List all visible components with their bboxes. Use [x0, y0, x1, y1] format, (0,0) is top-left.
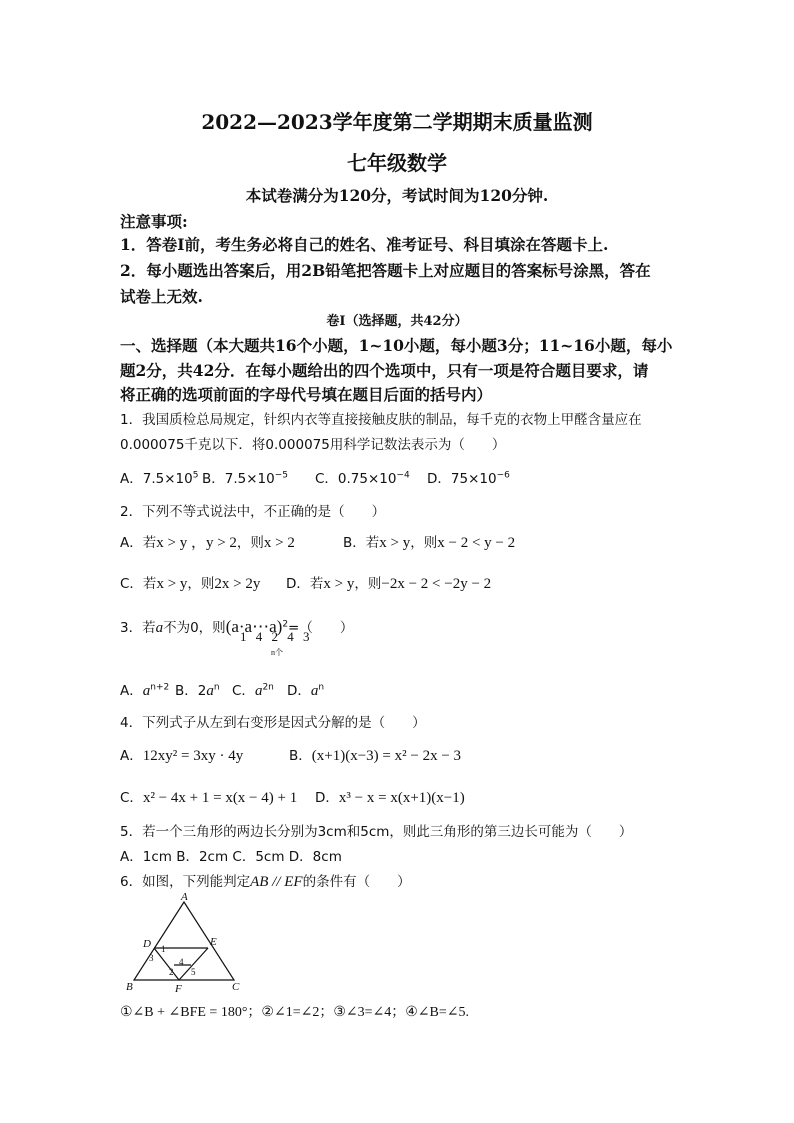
q5-stem: 5．若一个三角形的两边长分别为3cm和5cm，则此三角形的第三边长可能为（ ） [120, 824, 633, 840]
notes-item-2-line-1: 2．每小题选出答案后，用2B铅笔把答题卡上对应题目的答案标号涂黑，答在 [120, 261, 651, 280]
label-A: A [181, 891, 188, 903]
q1-stem-line-1: 1．我国质检总局规定，针织内衣等直接接触皮肤的制品，每千克的衣物上甲醛含量应在 [120, 412, 642, 428]
label-E: E [210, 936, 217, 948]
q5-options: A．1cm B．2cm C．5cm D．8cm [120, 849, 342, 865]
q3-underbrace-count: n个 [271, 648, 283, 657]
angle-1: 1 [161, 944, 166, 954]
q2-option-d: D．若x > y，则−2x − 2 < −2y − 2 [286, 576, 492, 592]
q2-option-a: A．若x > y ，y > 2，则x > 2 [120, 535, 295, 551]
angle-5: 5 [191, 967, 196, 977]
label-B: B [126, 981, 133, 993]
triangle-figure [122, 890, 252, 1000]
q4-option-d: D．x³ − x = x(x+1)(x−1) [315, 790, 465, 806]
q3-option-c: C．$a^{2n}$ [232, 682, 274, 699]
notes-item-1: 1．答卷Ⅰ前，考生务必将自己的姓名、准考证号、科目填涂在答题卡上. [120, 235, 609, 254]
q3-underbrace-digits: 1 4 2 4 3 [240, 629, 313, 644]
q1-stem-line-2: 0.000075千克以下．将0.000075用科学记数法表示为（ ） [120, 437, 506, 453]
q1-option-c: C．$0.75\times 10^{-4}$ [315, 470, 410, 487]
q2-option-b: B．若x > y，则x − 2 < y − 2 [343, 535, 516, 551]
q2-option-c: C．若x > y，则2x > 2y [120, 576, 261, 592]
q6-conditions: ①∠B + ∠BFE = 180°；②∠1=∠2；③∠3=∠4；④∠B=∠5. [120, 1005, 469, 1020]
notes-item-2-line-2: 试卷上无效. [120, 287, 203, 306]
section-instruction-line-2: 题2分，共42分．在每小题给出的四个选项中，只有一项是符合题目要求，请 [120, 361, 649, 380]
q3-option-d: D．$a^n$ [287, 682, 325, 699]
section-heading: 卷Ⅰ（选择题，共42分） [326, 314, 468, 329]
q4-stem: 4．下列式子从左到右变形是因式分解的是（ ） [120, 715, 426, 731]
angle-2: 2 [169, 967, 174, 977]
label-D: D [143, 938, 151, 950]
notes-heading: 注意事项: [120, 212, 188, 231]
q1-option-d: D．$75\times 10^{-6}$ [427, 470, 510, 487]
label-F: F [175, 983, 182, 995]
exam-title: 2022—2023学年度第二学期期末质量监测 [201, 110, 593, 134]
q6-stem: 6．如图，下列能判定AB // EF的条件有（ ） [120, 874, 411, 890]
angle-4: 4 [179, 957, 184, 967]
q1-option-a: A．$7.5\times 10^5$ [120, 470, 199, 487]
angle-3: 3 [149, 953, 154, 963]
q2-stem: 2．下列不等式说法中，不正确的是（ ） [120, 504, 386, 520]
q4-option-a: A．12xy² = 3xy · 4y [120, 748, 244, 764]
section-instruction-line-3: 将正确的选项前面的字母代号填在题目后面的括号内） [120, 385, 493, 404]
label-C: C [232, 981, 240, 993]
q4-option-b: B．(x+1)(x−3) = x² − 2x − 3 [289, 748, 462, 764]
exam-subtitle: 七年级数学 [347, 151, 447, 175]
q4-option-c: C．x² − 4x + 1 = x(x − 4) + 1 [120, 790, 298, 806]
q3-option-b: B．$2a^n$ [175, 682, 220, 699]
section-instruction-line-1: 一、选择题（本大题共16个小题，1~10小题，每小题3分；11~16小题，每小 [120, 336, 673, 355]
q3-option-a: A．$a^{n+2}$ [120, 682, 170, 699]
q1-option-b: B．$7.5\times 10^{-5}$ [202, 470, 289, 487]
exam-info: 本试卷满分为120分，考试时间为120分钟. [245, 186, 549, 205]
q3-stem: 3．若a不为0，则(a·a⋯a)$^2$=（ ） [120, 617, 354, 636]
